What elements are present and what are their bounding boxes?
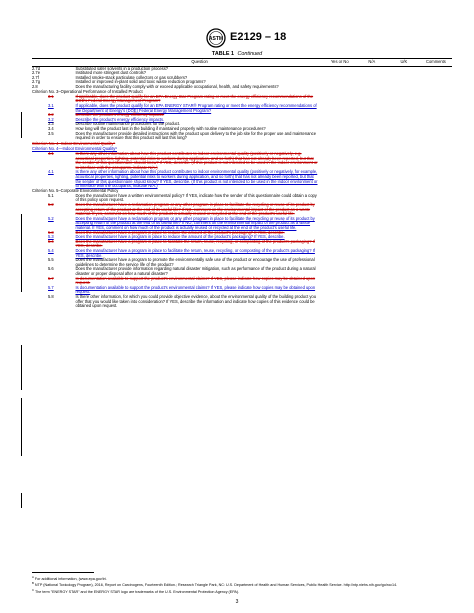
criterion-heading: Criterion No. 4—Indoor Environmental Quality⁸	[32, 146, 118, 152]
row-question: Is there other information, for which you could provide objective evidence, about the environmental quality of the building product you offer that you would like taken into consideration? If YES, describe the information and indicate how copies of this evidence could be obtained upon request.	[75, 293, 316, 309]
col-na: N/A	[356, 59, 388, 67]
row-number: 2.7f	[32, 74, 39, 80]
table-row	[32, 217, 452, 231]
col-question: Question	[75, 59, 323, 67]
answer-uk	[388, 286, 420, 295]
row-number: 2.7e	[32, 70, 40, 76]
footnote	[32, 581, 452, 587]
answer-na	[356, 104, 388, 113]
answer-na	[356, 217, 388, 231]
row-question: Does the manufacturing facility comply with or exceed applicable occupational, health, and safety requirements?	[75, 83, 279, 89]
footnote-text: NTP (National Toxicology Program), 2016, Report on Carcinogens, Fourteenth Edition.; Research Triangle Park, NC: U.S. Department of Health and Human Services, Public Health Service. http://ntp.niehs.nih.gov/go/roc14.	[34, 583, 398, 588]
answer-yes-no	[324, 104, 356, 113]
row-question: Does the manufacturer have a reclamation program or any other program in place to facilitate the recycling or reuse of its product by accepting return of the product at the end of its useful life? If NO, comment on the environmental impact of the product as a waste material. If YES, comment on how much of the product is actually reused or recycled at the end of the product's useful life.	[75, 215, 315, 231]
answer-na	[356, 286, 388, 295]
page-number: 3	[235, 599, 239, 605]
row-number: 4.1	[48, 150, 54, 156]
answer-uk	[388, 170, 420, 188]
row-number: 3.1	[48, 93, 54, 99]
row-question: Does the manufacturer have a program in place to facilitate the return, reuse, recycling, or composting of the product's packaging? If YES, describe.	[75, 238, 315, 249]
row-number: 5.2	[48, 215, 54, 221]
col-uk: U/K	[388, 59, 420, 67]
answer-yes-no	[324, 267, 356, 276]
answer-yes-no	[324, 152, 356, 170]
row-number: 5.1	[48, 192, 54, 198]
row-number: 5.6	[48, 266, 54, 272]
criterion-heading: Criterion No. 3–Operational Performance of Installed Product	[32, 89, 143, 95]
row-number: 5.2	[48, 202, 54, 208]
row-number: 2.7g	[32, 79, 40, 85]
answer-yes-no	[324, 258, 356, 267]
table-body	[32, 66, 452, 309]
row-number: 5.5	[48, 257, 54, 263]
row-number: 3.3	[48, 121, 54, 127]
answer-uk	[388, 217, 420, 231]
answer-comments	[420, 267, 452, 276]
answer-comments	[420, 95, 452, 104]
row-question: Does the manufacturer have a program in place to reduce the amount of the product's packaging? If YES, describe.	[75, 234, 285, 240]
svg-text:ASTM: ASTM	[208, 36, 224, 42]
answer-na	[356, 277, 388, 286]
answer-comments	[420, 217, 452, 231]
row-question: Does the manufacturer have a program to promote the environmentally safe use of the product or encourage the use of professional guidelines to determine the service life of the product?	[75, 257, 315, 267]
answer-comments	[420, 258, 452, 267]
answer-na	[356, 152, 388, 170]
change-bar	[21, 493, 22, 508]
row-number: 4.1	[48, 169, 54, 175]
answer-comments	[420, 203, 452, 217]
row-question: Describe the product's energy efficiency impacts.	[75, 112, 165, 118]
table-row	[32, 295, 452, 309]
row-question: Does the manufacturer have a program in place to facilitate the return, reuse, recycling, or composting of the product's packaging? If YES, describe.	[75, 248, 315, 258]
answer-yes-no	[324, 170, 356, 188]
footnote-mark: A	[32, 575, 34, 579]
row-question: Instituted more stringent dust controls?	[75, 70, 146, 76]
change-bar	[21, 112, 22, 138]
answer-comments	[420, 194, 452, 203]
table-row	[32, 170, 452, 188]
answer-na	[356, 258, 388, 267]
row-number: 3.4	[48, 125, 54, 131]
answer-yes-no	[324, 203, 356, 217]
row-question: Does the manufacturer provide information regarding natural disaster mitigation, such as performance of the product during a natural disaster or proper disposal after a natural disaster?	[75, 266, 316, 276]
row-question: Installed or improved in-plant solid and toxic waste reduction programs?	[75, 79, 206, 85]
col-comments: Comments	[420, 59, 452, 67]
answer-yes-no	[324, 217, 356, 231]
criterion-heading: Criterion No. 5–Corporate Environmental Policy	[32, 188, 119, 194]
answer-uk	[388, 249, 420, 258]
table-header-row	[32, 59, 452, 67]
footnote-mark: B	[32, 581, 34, 586]
page-header	[0, 28, 474, 48]
answer-comments	[420, 152, 452, 170]
answer-uk	[388, 132, 420, 141]
row-number: 3.5	[48, 130, 54, 136]
answer-yes-no	[324, 277, 356, 286]
row-question: Is there any other information about how this product contributes to indoor environmental quality (positively or negatively, e.g. acoustical properties, lighting, potential risks to workers during application, and so forth) that has not already been reported, but that the sender of this questionnaire should know? If YES, describe. (If this product is not intended to be used in the indoor environment or to interface with the occupants, indicate N/A.)	[75, 150, 318, 170]
row-number: 5.4	[48, 238, 54, 244]
row-number: 5.3	[48, 234, 54, 240]
answer-na	[356, 203, 388, 217]
row-number: 3.1	[48, 102, 54, 108]
answer-comments	[420, 240, 452, 249]
row-question: Installed smoke-stack particulate collectors or gas scrubbers?	[75, 74, 188, 80]
answer-uk	[388, 277, 420, 286]
footnote-mark: C	[32, 587, 35, 592]
answer-yes-no	[324, 194, 356, 203]
footnote-text: The term "ENERGY STAR" and the ENERGY STAR logo are trademarks of the U.S. Environmental Protection Agency (EPA).	[35, 590, 240, 595]
answer-yes-no	[324, 240, 356, 249]
criterion-heading: Criterion No. 4–Indoor Environmental Quality⁸	[32, 141, 116, 147]
row-question: Does the manufacturer have a program in place to reduce the amount of the product's packaging? If YES, describe.	[75, 229, 285, 235]
row-question: Does the manufacturer have a reclamation program or any other program in place to facilitate the recycling or reuse of its product by accepting return of the product at the end of its useful life? If NO, comment on the environmental impact of the product as a waste material. If yes, comment on how much of the product is actually reused or recycled at the end of the product's useful life.	[75, 202, 315, 217]
row-number: 5.7	[48, 284, 54, 290]
answer-comments	[420, 295, 452, 309]
row-number: 2.8	[32, 83, 38, 89]
answer-uk	[388, 258, 420, 267]
footnote	[32, 588, 452, 594]
answer-uk	[388, 152, 420, 170]
answer-na	[356, 132, 388, 141]
answer-comments	[420, 132, 452, 141]
col-yes-no: Yes or No	[324, 59, 356, 67]
row-question: If applicable, does the product qualify for an EPA Energy Star Program rating or meet the energy efficiency recommendations of the DOE's Federal Energy Management Program?	[75, 93, 314, 104]
answer-uk	[388, 203, 420, 217]
row-question: How long will the product last in the building if maintained properly with routine maintenance procedures?	[75, 125, 266, 131]
row-question: Substituted safer solvents in a production process?	[75, 65, 169, 71]
answer-na	[356, 295, 388, 309]
table-continued: Continued	[237, 51, 263, 57]
answer-comments	[420, 249, 452, 258]
answer-na	[356, 249, 388, 258]
row-number: 5.8	[48, 293, 54, 299]
row-question: Is there any other information about how this product contributes to indoor environmental quality (positively or negatively, for example, acoustical properties, lighting, potential risks to workers during application, and so forth) that has not already been reported, but that the sender of this questionnaire should know? If YES, describe. (If this product is not intended to be used in the indoor environment or to interface with the occupants, indicate N/A.)	[75, 169, 318, 189]
row-number: 3.2	[48, 112, 54, 118]
row-number: 5.7	[48, 275, 54, 281]
answer-comments	[420, 104, 452, 113]
answer-comments	[420, 170, 452, 188]
row-question: Is documentation available to support the product's environmental claims? If YES, please indicate how copies may be obtained upon request.	[75, 284, 316, 295]
change-bar	[21, 398, 22, 456]
row-number: 5.3	[48, 229, 54, 235]
footnote-rule	[32, 572, 94, 573]
table-row	[32, 152, 452, 170]
answer-uk	[388, 295, 420, 309]
row-number: 3.2	[48, 116, 54, 122]
table-row	[32, 132, 452, 141]
row-number: 5.4	[48, 248, 54, 254]
answer-yes-no	[324, 132, 356, 141]
table-row	[32, 203, 452, 217]
row-question: Is documentation available to support the product's environmental claims? If YES, please indicate how copies may be obtained upon request.	[75, 275, 316, 286]
answer-na	[356, 194, 388, 203]
answer-yes-no	[324, 249, 356, 258]
answer-na	[356, 267, 388, 276]
change-bar	[21, 214, 22, 292]
answer-na	[356, 95, 388, 104]
questionnaire-table	[32, 58, 452, 309]
table-title	[0, 51, 474, 57]
change-bar	[21, 345, 22, 390]
answer-yes-no	[324, 95, 356, 104]
table-label: TABLE 1	[211, 51, 234, 57]
answer-na	[356, 240, 388, 249]
row-number: 2.7d	[32, 65, 40, 71]
answer-uk	[388, 104, 420, 113]
row-question: Describe routine maintenance procedures for the product.	[75, 121, 181, 127]
footnotes	[32, 575, 452, 594]
col-number	[32, 59, 75, 67]
standard-number: E2129 – 18	[230, 31, 287, 43]
answer-yes-no	[324, 286, 356, 295]
row-question: Does the manufacturer provide detailed instructions with the product upon delivery to the job site for the proper use and maintenance required in order to ensure that this product will last this long?	[75, 130, 316, 141]
answer-comments	[420, 277, 452, 286]
row-question: If applicable, does the product qualify for an EPA ENERGY STAR® Program rating or meet the energy efficiency recommendations of the Department of Energy's (DOE) Federal Energy Management Program?	[75, 102, 317, 113]
footnote-text: For additional information, (www.epa.gov/iri.	[34, 577, 107, 582]
answer-uk	[388, 194, 420, 203]
row-question: Does the manufacturer have a written environmental policy? If YES, indicate how the sender of this questionnaire could obtain a copy of this policy upon request.	[75, 192, 317, 203]
astm-logo-icon	[206, 28, 226, 48]
answer-na	[356, 170, 388, 188]
answer-uk	[388, 95, 420, 104]
answer-comments	[420, 286, 452, 295]
answer-uk	[388, 267, 420, 276]
answer-yes-no	[324, 295, 356, 309]
row-question: Describe the product's energy efficiency impacts.	[75, 116, 165, 122]
answer-uk	[388, 240, 420, 249]
